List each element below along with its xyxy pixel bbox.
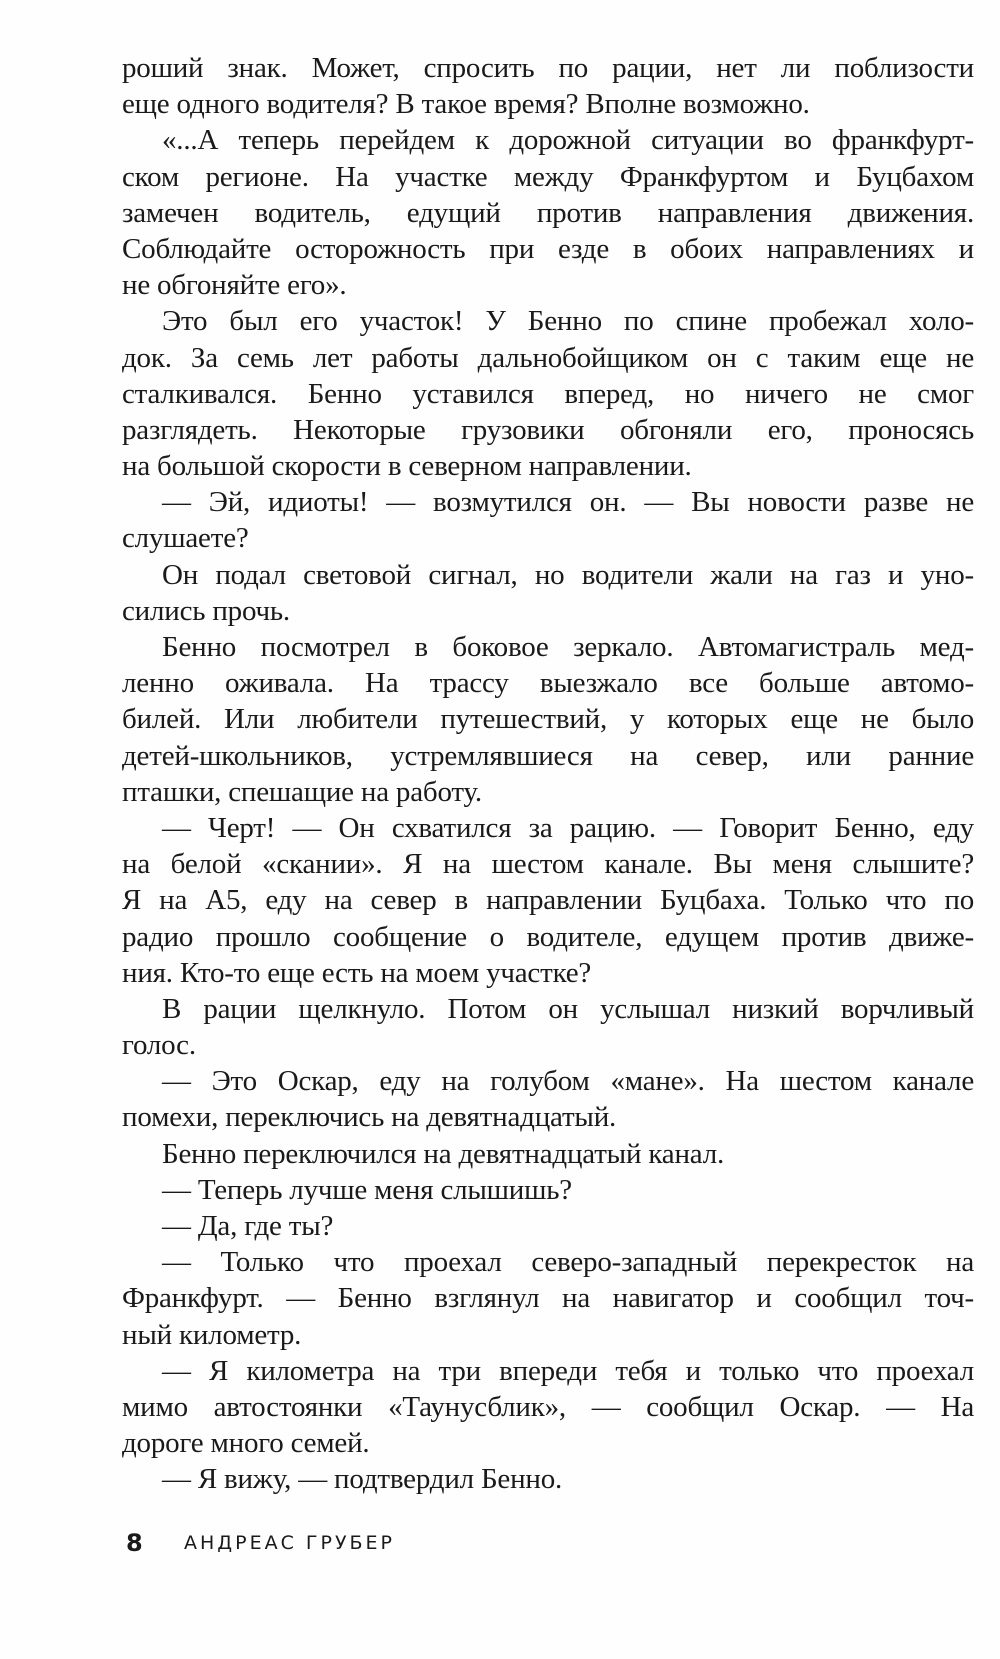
text-line: пташки, спешащие на работу. [122, 775, 482, 808]
text-line: не обгоняйте его». [122, 269, 347, 302]
text-line: Соблюдайте осторожность при езде в обоих направлениях и [122, 232, 974, 265]
text-line: мимо автостоянки «Таунусблик», — сообщил Оскар. — На [122, 1390, 974, 1423]
text-line: ния. Кто-то еще есть на моем участке? [122, 956, 592, 989]
text-line: — Теперь лучше меня слышишь? [162, 1173, 572, 1206]
body-text [122, 50, 974, 1498]
text-line: радио прошло сообщение о водителе, едущем против движе- [122, 920, 974, 953]
text-line: разглядеть. Некоторые грузовики обгоняли его, проносясь [122, 413, 974, 446]
text-line: — Черт! — Он схватился за рацию. — Говорит Бенно, еду [162, 811, 974, 844]
text-line: слушаете? [122, 522, 249, 555]
text-line: роший знак. Может, спросить по рации, нет ли поблизости [122, 52, 974, 84]
text-line: ском регионе. На участке между Франкфуртом и Буцбахом [122, 160, 974, 193]
text-line: голос. [122, 1029, 196, 1062]
text-line: Франкфурт. — Бенно взглянул на навигатор и сообщил точ- [122, 1282, 974, 1315]
text-line: — Эй, идиоты! — возмутился он. — Вы новости разве не [162, 486, 974, 519]
text-line: на большой скорости в северном направлении. [122, 450, 692, 483]
text-line: билей. Или любители путешествий, у которых еще не было [122, 703, 974, 736]
text-line: «...А теперь перейдем к дорожной ситуации во франкфурт- [162, 124, 974, 157]
text-line: — Это Оскар, еду на голубом «мане». На шестом канале [162, 1065, 974, 1098]
text-line: Он подал световой сигнал, но водители жали на газ и уно- [162, 558, 974, 591]
text-line: Я на А5, еду на север в направлении Буцбаха. Только что по [122, 884, 974, 917]
text-line: ленно оживала. На трассу выезжало все больше автомо- [122, 667, 974, 700]
text-line: детей-школьников, устремлявшиеся на север, или ранние [122, 739, 974, 772]
text-line: док. За семь лет работы дальнобойщиком он с таким еще не [122, 341, 974, 374]
text-line: — Только что проехал северо-западный перекресток на [162, 1246, 974, 1279]
text-line: помехи, переключись на девятнадцатый. [122, 1101, 617, 1134]
text-line: Бенно переключился на девятнадцатый канал. [162, 1137, 725, 1170]
text-line: — Да, где ты? [162, 1210, 334, 1242]
text-line: еще одного водителя? В такое время? Вполне возможно. [122, 88, 810, 121]
text-line: Бенно посмотрел в боковое зеркало. Автомагистраль мед- [162, 631, 974, 663]
text-line: — Я вижу, — подтвердил Бенно. [162, 1463, 563, 1496]
text-line: дороге много семей. [122, 1427, 370, 1460]
running-head-author: АНДРЕАС ГРУБЕР [184, 1532, 396, 1554]
text-line: ный километр. [122, 1318, 302, 1351]
text-line: сталкивался. Бенно уставился вперед, но ничего не смог [122, 377, 974, 410]
text-line: Это был его участок! У Бенно по спине пробежал холо- [162, 305, 974, 338]
text-line: замечен водитель, едущий против направления движения. [122, 196, 974, 229]
text-line: В рации щелкнуло. Потом он услышал низкий ворчливый [162, 992, 974, 1025]
text-line: сились прочь. [122, 594, 290, 627]
text-line: — Я километра на три впереди тебя и только что проехал [162, 1354, 974, 1387]
page-number: 8 [126, 1529, 143, 1557]
text-line: на белой «скании». Я на шестом канале. Вы меня слышите? [122, 848, 974, 881]
page-footer [126, 1528, 395, 1558]
